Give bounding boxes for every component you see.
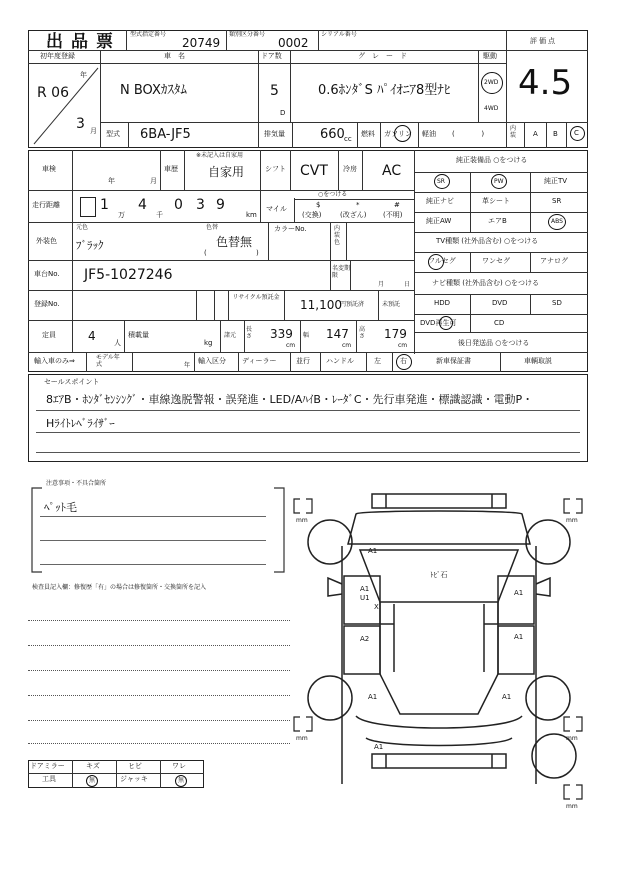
acc-scratch: キズ [86, 762, 100, 770]
name-change-month: 月 [378, 281, 385, 288]
bracket-fl [292, 498, 314, 514]
mark-windshield: ﾄﾋﾞ石 [430, 571, 448, 579]
inspector-label: 検査員記入欄：修復歴「有」の場合は修復箇所・交換箇所を記入 [32, 584, 207, 591]
ac-label: 冷房 [343, 165, 357, 173]
notes-label: 注意事項・不具合箇所 [46, 480, 107, 487]
first-reg-diagonal [30, 64, 100, 148]
first-reg-label: 初年度登録 [40, 52, 75, 60]
acc-tools-mark: 無 [89, 777, 96, 784]
shift-value: CVT [300, 163, 328, 179]
right-label: 右 [400, 357, 407, 365]
capacity-value: 4 [88, 329, 96, 343]
color-original-value: ﾌﾞﾗｯｸ [76, 239, 104, 252]
mm-rr: mm [566, 735, 578, 742]
equip-dvd-playback: DVD再生可 [420, 319, 457, 327]
parallel-label: 並行 [296, 357, 310, 365]
width-label: 幅 [303, 332, 310, 339]
grade-label: グ レ ー ド [358, 52, 407, 60]
shift-label: シフト [265, 165, 286, 173]
equip-airbag: エアB [488, 217, 507, 225]
drive-2wd: 2WD [484, 79, 499, 86]
mark-front-left-wheel: A1 [368, 547, 378, 555]
acc-jack-mark: 無 [178, 777, 185, 784]
equip-fullseg: フルセグ [428, 257, 456, 265]
mileage-sen: 千 [156, 211, 163, 219]
equip-hdd: HDD [434, 299, 451, 307]
interior-a: A [533, 130, 538, 138]
mile-circle-note: ○をつける [318, 191, 348, 198]
displacement-value: 660 [320, 127, 345, 142]
mark-front-left-door-u1: U1 [360, 594, 370, 602]
sales-points-line2: Hﾗｲﾄﾚﾍﾞﾗｲｻﾞｰ [46, 417, 115, 430]
first-reg-month: 3 [76, 116, 85, 132]
equip-analog: アナログ [540, 257, 568, 265]
fuel-gas: ガソリン [384, 130, 412, 138]
mileage-digit-5: 9 [216, 197, 225, 213]
interior-b: B [553, 130, 558, 138]
color-paren-open: ( [204, 249, 207, 257]
inspection-month-unit: 月 [150, 177, 157, 185]
mile-altered-sym: * [356, 201, 360, 209]
recycle-label: リサイクル預託金 [232, 294, 280, 301]
serial-label: シリアル番号 [321, 31, 357, 38]
drive-label: 駆動 [483, 52, 497, 60]
first-reg-year: R 06 [37, 85, 69, 101]
history-label: 車歴 [164, 165, 178, 173]
import-type-label: 輸入区分 [198, 357, 226, 365]
mile-exchange-sym: $ [316, 201, 321, 209]
mark-rear-left-wheel: A1 [368, 693, 378, 701]
equip-manual: 車輌取説 [524, 357, 552, 365]
mark-front-left-door-x: X [374, 603, 379, 611]
mark-rear-right-door: A1 [514, 633, 524, 641]
acc-break: ワレ [172, 762, 186, 770]
equip-cd: CD [494, 319, 505, 327]
fuel-gas-circle [394, 125, 411, 142]
inspection-label: 車検 [42, 165, 56, 173]
sales-points-label: セールスポイント [44, 378, 100, 386]
interior-label: 内装 [510, 125, 517, 139]
drive-4wd: 4WD [484, 105, 499, 112]
name-change-day: 日 [404, 281, 411, 288]
mark-front-left-door-a1: A1 [360, 585, 370, 593]
height-label: 高さ [359, 326, 366, 340]
tv-header: TV種類 (社外品含む) ○をつける [436, 237, 539, 245]
origin-label: 諸元 [224, 332, 237, 339]
fuel-label: 燃料 [361, 130, 375, 138]
equip-sd: SD [552, 299, 562, 307]
mile-unknown-sym: # [394, 201, 400, 209]
handle-label: ハンドル [326, 357, 354, 365]
color-code-label: 色替 [206, 224, 219, 231]
interior-c: C [574, 129, 579, 137]
reg-no-label: 登録No. [34, 300, 60, 308]
bracket-rl [292, 716, 314, 732]
score-label: 評価点 [530, 37, 557, 45]
acc-crack: ヒビ [128, 762, 142, 770]
bracket-spare [562, 784, 584, 800]
mile-label: マイル [266, 205, 287, 213]
mark-rear-right-wheel: A1 [502, 693, 512, 701]
page-title: 出品票 [46, 32, 121, 52]
history-note: ※未記入は自家用 [196, 152, 244, 159]
mark-rear-left-door: A2 [360, 635, 370, 643]
displacement-unit: cc [344, 135, 352, 143]
length-label: 長さ [246, 326, 253, 340]
equip-oneseg: ワンセグ [482, 257, 510, 265]
equip-dvd: DVD [492, 299, 508, 307]
inspection-year-unit: 年 [108, 177, 115, 185]
ac-value: AC [382, 163, 402, 179]
notes-bracket [28, 480, 288, 580]
doors-label: ドア数 [261, 52, 282, 60]
model-type-value: 6BA-JF5 [140, 127, 191, 142]
mileage-digit-1: 1 [100, 197, 109, 213]
length-unit: cm [286, 342, 296, 349]
height-unit: cm [398, 342, 408, 349]
load-label: 積載量 [128, 331, 149, 339]
color-original-label: 元色 [76, 224, 89, 231]
import-year-unit: 年 [184, 362, 191, 369]
notes-line1: ﾍﾟｯﾄ毛 [44, 501, 77, 514]
mm-fr: mm [566, 517, 578, 524]
equip-power-window: PW [494, 178, 504, 185]
model-designation-label: 型式指定番号 [130, 31, 167, 38]
mileage-digit-4: 3 [196, 197, 205, 213]
load-unit: kg [204, 339, 213, 347]
mileage-unit: km [246, 211, 257, 219]
later-header: 後日発送品 ○をつける [458, 339, 530, 347]
car-name-label: 車 名 [164, 52, 185, 60]
dealer-label: ディーラー [242, 357, 277, 365]
equip-sr2: SR [552, 197, 562, 205]
mile-unknown: (不明) [383, 211, 403, 219]
navi-header: ナビ種類 (社外品含む) ○をつける [432, 279, 540, 287]
acc-tools: 工具 [42, 775, 56, 783]
year-suffix: 年 [80, 71, 87, 79]
equip-abs: ABS [551, 218, 563, 225]
color-no-label: カラーNo. [274, 225, 307, 233]
dvd-playback-circle [439, 316, 453, 330]
height-value: 179 [384, 327, 407, 341]
recycle-suffix: 円預託済 [340, 301, 365, 308]
mark-rear-bumper: A1 [374, 743, 384, 751]
equip-genuine-aw: 純正AW [426, 217, 452, 225]
bracket-fr [562, 498, 584, 514]
fuel-light: 軽油 [422, 130, 436, 138]
chassis-value: JF5-1027246 [84, 267, 173, 283]
car-name-value: N BOXｶｽﾀﾑ [120, 83, 187, 98]
recycle-value: 11,100 [300, 298, 342, 312]
grade-value: 0.6ﾎﾝﾀﾞS ﾊﾟｲｵﾆｱ8型ﾅﾋ [318, 83, 451, 98]
length-value: 339 [270, 327, 293, 341]
equip-warranty: 新車保証書 [436, 357, 471, 365]
chassis-label: 車台No. [34, 270, 60, 278]
genuine-header: 純正装備品 ○をつける [456, 156, 528, 164]
doors-type: D [280, 109, 286, 117]
capacity-unit: 人 [114, 339, 121, 347]
score-value: 4.5 [518, 63, 573, 103]
sales-points-line1: 8ｴｱB・ﾎﾝﾀﾞｾﾝｼﾝｸﾞ・車線逸脱警報・誤発進・LED/AﾊｲB・ﾚｰﾀﾞC・先行車発進・標識認識・電動P・ [46, 393, 534, 406]
model-type-label: 型式 [106, 130, 120, 138]
fuel-other: ( ) [452, 130, 485, 138]
equip-sunroof: SR [437, 178, 445, 185]
displacement-label: 排気量 [264, 130, 285, 138]
color-label: 外装色 [36, 237, 57, 245]
equip-genuine-tv: 純正TV [544, 177, 568, 185]
mile-exchange: (交換) [302, 211, 322, 219]
model-designation-value: 20749 [182, 36, 221, 50]
name-change-label: 名変期限 [332, 265, 351, 280]
color-code-value: 色替無 [216, 235, 253, 249]
class-value: 0002 [278, 36, 309, 50]
class-label: 類別区分番号 [229, 31, 266, 38]
acc-door-mirror: ドアミラー [30, 762, 65, 770]
mileage-digit-3: 0 [174, 197, 183, 213]
car-diagram [290, 484, 590, 814]
model-year-label: モデル年式 [96, 354, 120, 369]
import-label: 輸入車のみ⇒ [34, 357, 75, 365]
left-label: 左 [374, 357, 381, 365]
mile-altered: (改ざん) [340, 211, 367, 219]
month-suffix: 月 [90, 127, 97, 135]
mm-rl: mm [296, 735, 308, 742]
mileage-label: 走行距離 [32, 201, 60, 209]
acc-jack: ジャッキ [120, 775, 148, 783]
mm-spare: mm [566, 803, 578, 810]
color-paren-close: ) [256, 249, 259, 257]
mileage-digit-2: 4 [138, 197, 147, 213]
width-value: 147 [326, 327, 349, 341]
history-value: 自家用 [208, 165, 245, 179]
bracket-rr [562, 716, 584, 732]
recycle-unpaid: 未預託 [382, 301, 401, 308]
capacity-label: 定員 [42, 331, 56, 339]
doors-value: 5 [270, 83, 279, 99]
interior-color-label: 内装色 [334, 225, 341, 246]
mm-fl: mm [296, 517, 308, 524]
equip-genuine-navi: 純正ナビ [426, 197, 454, 205]
mark-front-right-door: A1 [514, 589, 524, 597]
width-unit: cm [342, 342, 352, 349]
equip-leather-seat: 革シート [482, 197, 510, 205]
mileage-man: 万 [118, 211, 125, 219]
